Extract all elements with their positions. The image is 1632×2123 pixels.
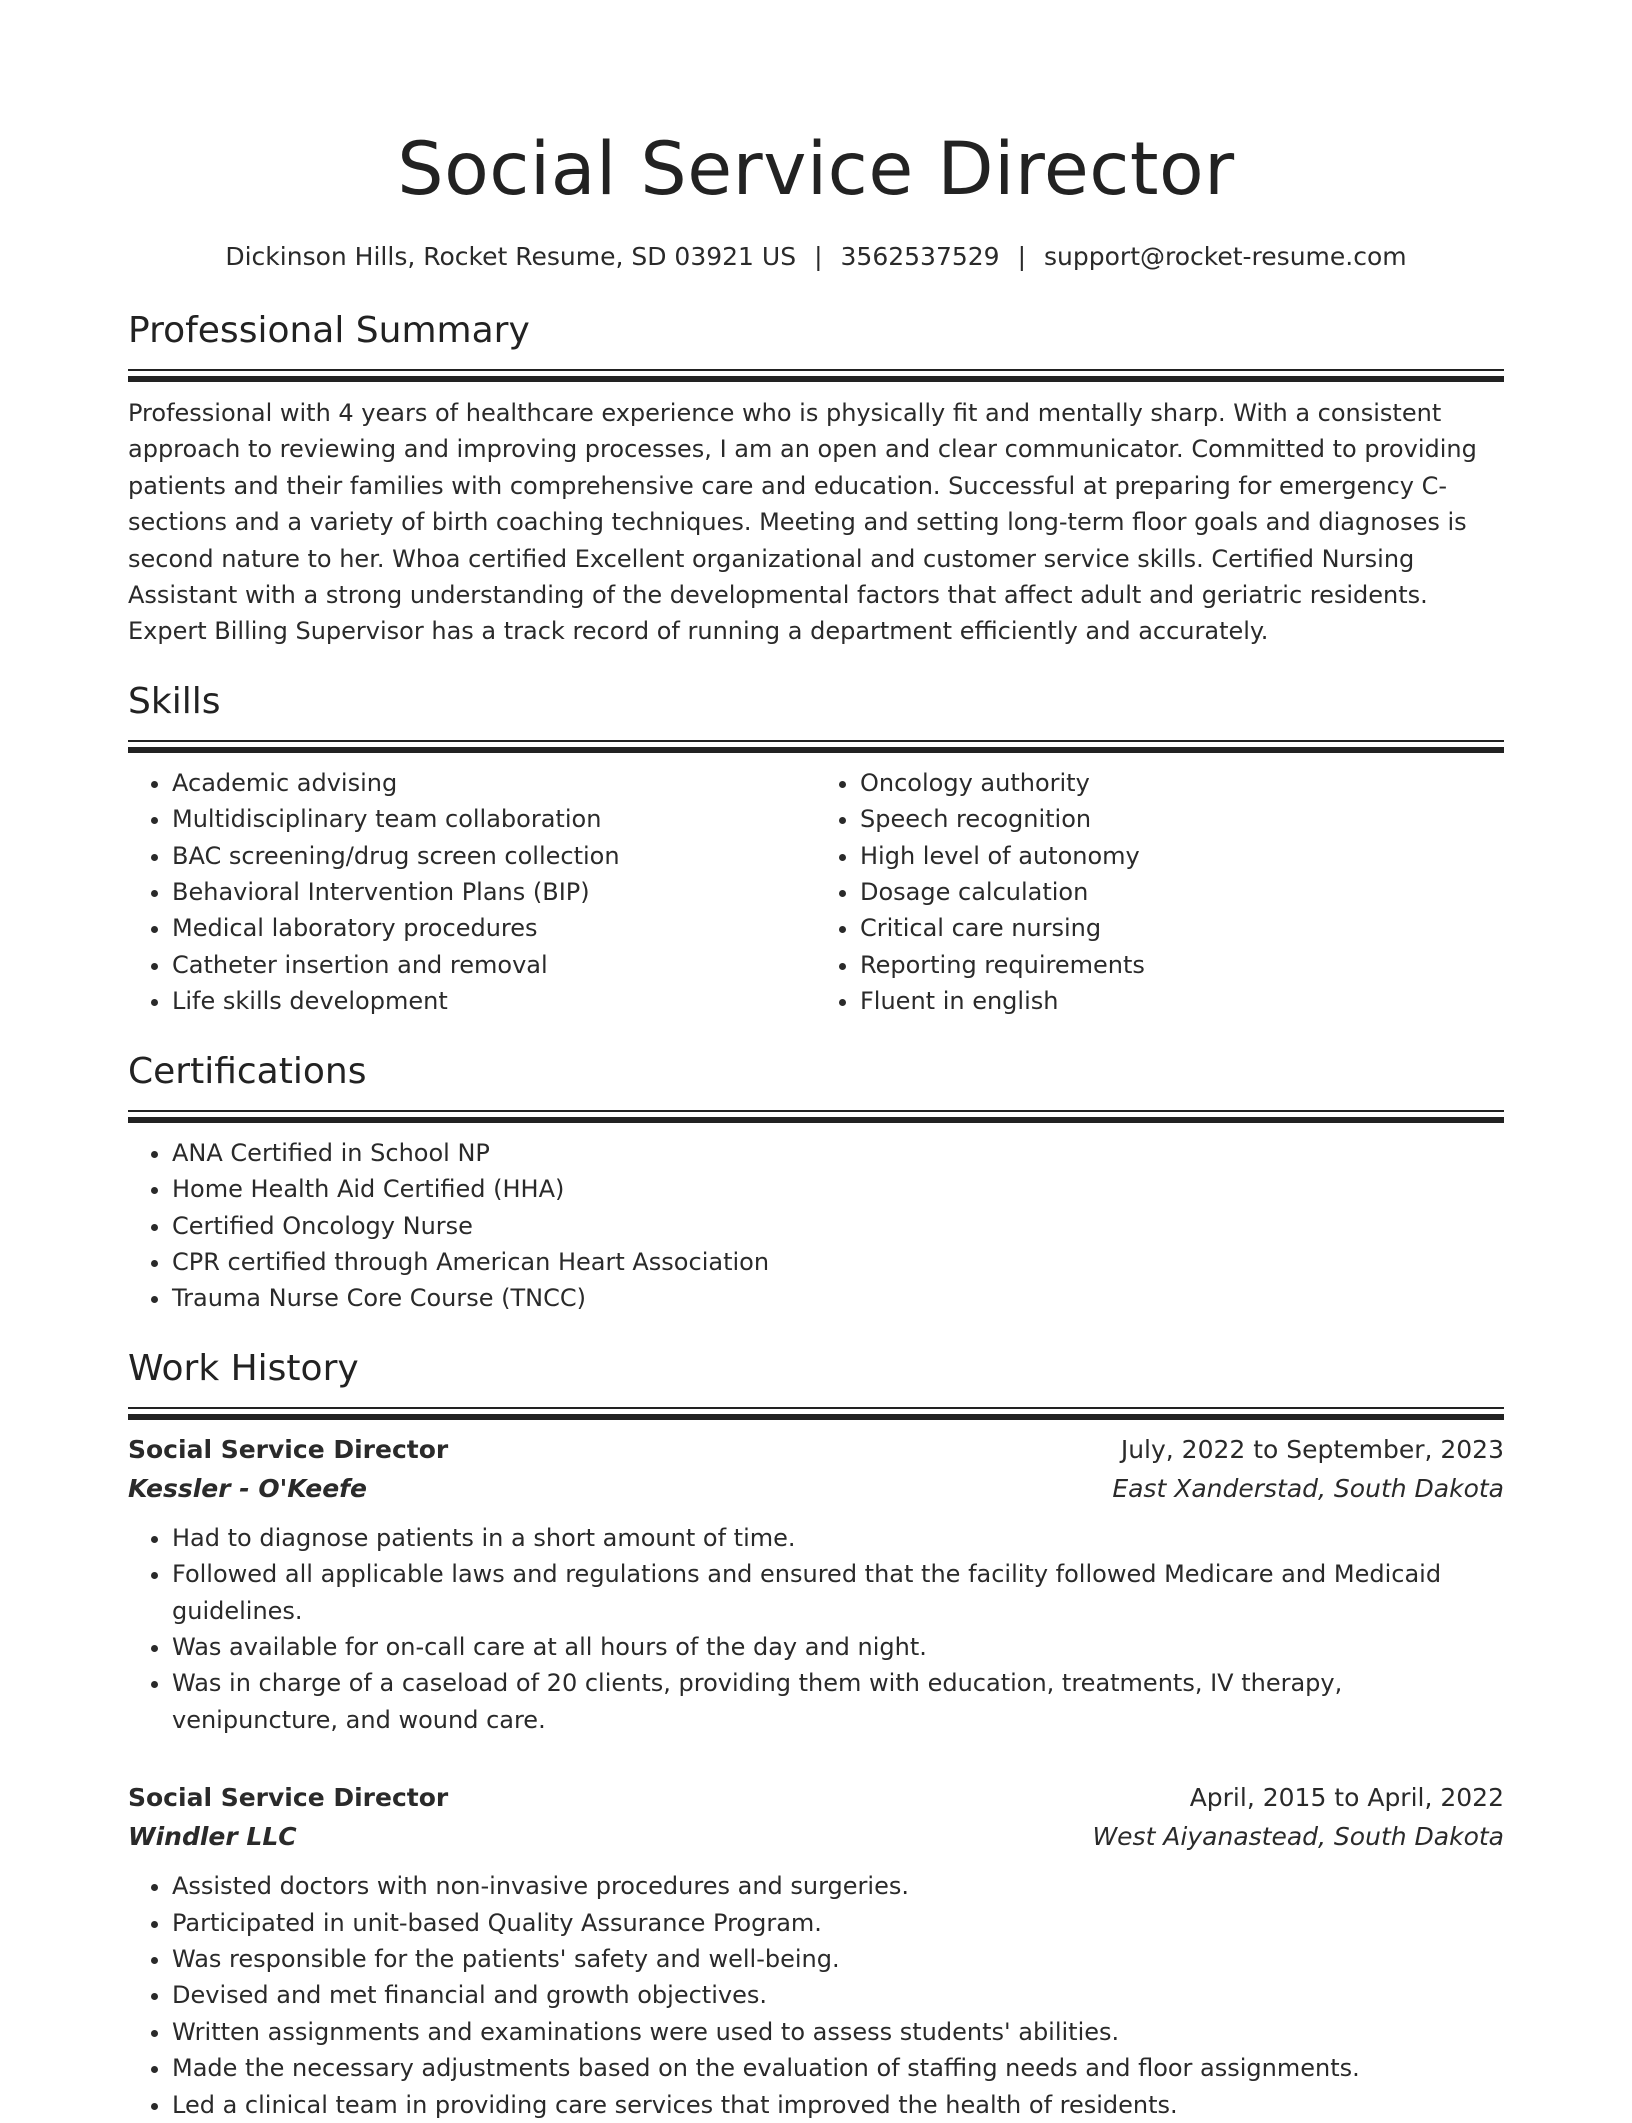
list-item: • Life skills development [172,983,816,1019]
list-item: • Behavioral Intervention Plans (BIP) [172,874,816,910]
list-item: • Trauma Nurse Core Course (TNCC) [172,1280,1504,1316]
job-company: Windler LLC [128,1822,297,1852]
job-title: Social Service Director [128,1434,449,1464]
job-duties-list [128,1868,1504,2123]
list-item: • Was available for on-call care at all hours of the day and night. [172,1629,1504,1665]
section-divider [128,740,1504,753]
job-company-row [128,1470,1504,1508]
list-item: • Made the necessary adjustments based on the evaluation of staffing needs and floor assignments. [172,2050,1504,2086]
list-item: • Medical laboratory procedures [172,910,816,946]
skills-columns [128,753,1504,1020]
list-item: • Reporting requirements [860,947,1504,983]
job-entry [128,1778,1504,2123]
list-item: • Devised and met financial and growth objectives. [172,1977,1504,2013]
job-location: West Aiyanastead, South Dakota [1092,1822,1504,1852]
list-item: • Critical care nursing [860,910,1504,946]
skills-section [128,678,1504,1020]
section-divider [128,1110,1504,1123]
list-item: • Was responsible for the patients' safety and well-being. [172,1941,1504,1977]
summary-text: Professional with 4 years of healthcare experience who is physically fit and mentally sharp. With a consistent approach to reviewing and improving processes, I am an open and clear communicator. Committed to providing patients and their families with comprehensive care and education. Successful at preparing for emergency C-sections and a variety of birth coaching techniques. Meeting and setting long-term floor goals and diagnoses is second nature to her. Whoa certified Excellent organizational and customer service skills. Certified Nursing Assistant with a strong understanding of the developmental factors that affect adult and geriatric residents. Expert Billing Supervisor has a track record of running a department efficiently and accurately. [128,399,1477,646]
certifications-list [128,1135,1504,1317]
job-dates: July, 2022 to September, 2023 [1120,1434,1504,1464]
job-location: East Xanderstad, South Dakota [1112,1473,1504,1503]
contact-phone: 3562537529 [840,242,1000,271]
job-title: Social Service Director [128,1783,449,1813]
contact-separator: | [814,242,823,271]
skills-column-left [128,753,816,1020]
job-dates: April, 2015 to April, 2022 [1189,1783,1504,1813]
list-item: • ANA Certified in School NP [172,1135,1504,1171]
skills-list-left [128,765,816,1020]
summary-section [128,307,1504,650]
list-item: • Home Health Aid Certified (HHA) [172,1171,1504,1207]
list-item: • Participated in unit-based Quality Assurance Program. [172,1905,1504,1941]
list-item: • Certified Oncology Nurse [172,1208,1504,1244]
list-item: • Written assignments and examinations were used to assess students' abilities. [172,2014,1504,2050]
resume-name: Social Service Director [397,127,1235,212]
list-item: • High level of autonomy [860,838,1504,874]
list-item: • Was in charge of a caseload of 20 clients, providing them with education, treatments, IV therapy, venipuncture, and wound care. [172,1665,1504,1738]
section-title: Work History [128,1347,359,1389]
skills-column-right [816,753,1504,1020]
list-item: • Led a clinical team in providing care services that improved the health of residents. [172,2087,1504,2123]
list-item: • Oncology authority [860,765,1504,801]
job-duties-list [128,1520,1504,1738]
section-title: Professional Summary [128,310,530,351]
job-header-row [128,1430,1504,1470]
section-divider [128,369,1504,382]
skills-list-right [816,765,1504,1020]
list-item: • Academic advising [172,765,816,801]
job-header-row [128,1778,1504,1818]
list-item: • BAC screening/drug screen collection [172,838,816,874]
list-item: • Multidisciplinary team collaboration [172,801,816,837]
list-item: • Catheter insertion and removal [172,947,816,983]
section-title: Certifications [128,1050,367,1092]
contact-line [128,240,1504,274]
list-item: • Had to diagnose patients in a short amount of time. [172,1520,1504,1556]
certifications-section [128,1048,1504,1317]
contact-address: Dickinson Hills, Rocket Resume, SD 03921 US [225,242,797,271]
contact-separator: | [1017,242,1027,271]
list-item: • Fluent in english [860,983,1504,1019]
section-title: Skills [128,680,221,722]
job-entry [128,1430,1504,1738]
section-divider [128,1407,1504,1420]
list-item: • Speech recognition [860,801,1504,837]
contact-email: support@rocket-resume.com [1044,242,1407,271]
list-item: • CPR certified through American Heart Association [172,1244,1504,1280]
list-item: • Dosage calculation [860,874,1504,910]
job-company: Kessler - O'Keefe [128,1473,368,1503]
list-item: • Assisted doctors with non-invasive procedures and surgeries. [172,1868,1504,1904]
work-history-section [128,1345,1504,2123]
job-company-row [128,1818,1504,1856]
list-item: • Followed all applicable laws and regulations and ensured that the facility followed Medicare and Medicaid guidelines. [172,1556,1504,1629]
